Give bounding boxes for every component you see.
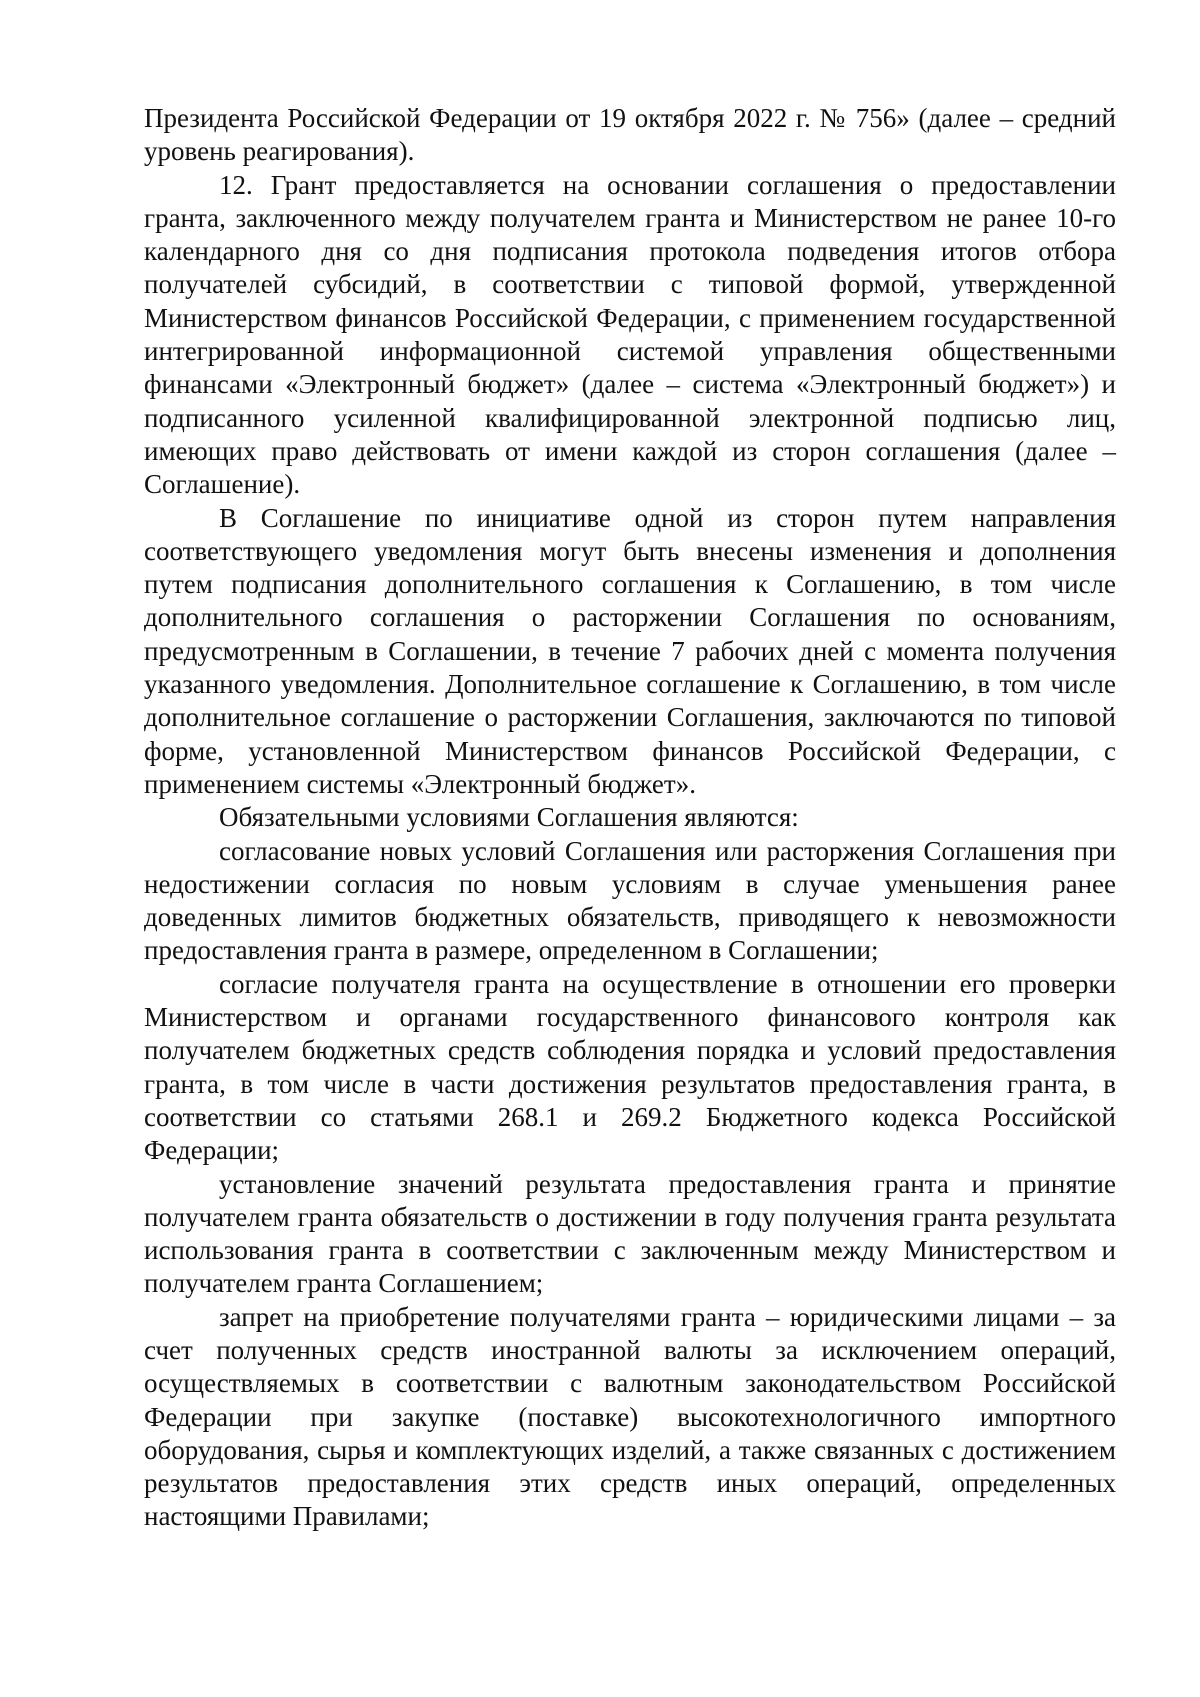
paragraph-condition-currency-ban: запрет на приобретение получателями гранта – юридическими лицами – за счет полученных средств иностранной валюты за исключением операций, осуществляемых в соответствии с валютным законодательством Российской Федерации при закупке (поставке) высокотехнологичного импортного оборудования, сырья и комплектующих изделий, а также связанных с достижением результатов предоставления этих средств иных операций, определенных настоящими Правилами;	[144, 1301, 1116, 1532]
paragraph-clause-12: 12. Грант предоставляется на основании соглашения о предоставлении гранта, заключенного между получателем гранта и Министерством не ранее 10-го календарного дня со дня подписания протокола подведения итогов отбора получателей субсидий, в соответствии с типовой формой, утвержденной Министерством финансов Российской Федерации, с применением государственной интегрированной информационной системой управления общественными финансами «Электронный бюджет» (далее – система «Электронный бюджет») и подписанного усиленной квалифицированной электронной подписью лиц, имеющих право действовать от имени каждой из сторон соглашения (далее – Соглашение).	[144, 169, 1116, 500]
paragraph-condition-result-values: установление значений результата предоставления гранта и принятие получателем гранта обязательств о достижении в году получения гранта результата использования гранта в соответствии с заключенным между Министерством и получателем гранта Соглашением;	[144, 1168, 1116, 1299]
paragraph-agreement-amendments: В Соглашение по инициативе одной из сторон путем направления соответствующего уведомления могут быть внесены изменения и дополнения путем подписания дополнительного соглашения к Соглашению, в том числе дополнительного соглашения о расторжении Соглашения по основаниям, предусмотренным в Соглашении, в течение 7 рабочих дней с момента получения указанного уведомления. Дополнительное соглашение к Соглашению, в том числе дополнительное соглашение о расторжении Соглашения, заключаются по типовой форме, установленной Министерством финансов Российской Федерации, с применением системы «Электронный бюджет».	[144, 502, 1116, 799]
document-page	[144, 102, 1116, 1534]
paragraph-mandatory-conditions-heading: Обязательными условиями Соглашения являются:	[219, 802, 799, 833]
paragraph-condition-new-terms: согласование новых условий Соглашения или расторжения Соглашения при недостижении согласия по новым условиям в случае уменьшения ранее доведенных лимитов бюджетных обязательств, приводящего к невозможности предоставления гранта в размере, определенном в Соглашении;	[144, 835, 1116, 966]
paragraph-condition-audit-consent: согласие получателя гранта на осуществление в отношении его проверки Министерством и органами государственного финансового контроля как получателем бюджетных средств соблюдения порядка и условий предоставления гранта, в том числе в части достижения результатов предоставления гранта, в соответствии со статьями 268.1 и 269.2 Бюджетного кодекса Российской Федерации;	[144, 968, 1116, 1166]
paragraph-president-decree-continuation: Президента Российской Федерации от 19 октября 2022 г. № 756» (далее – средний уровень реагирования).	[144, 103, 1116, 167]
